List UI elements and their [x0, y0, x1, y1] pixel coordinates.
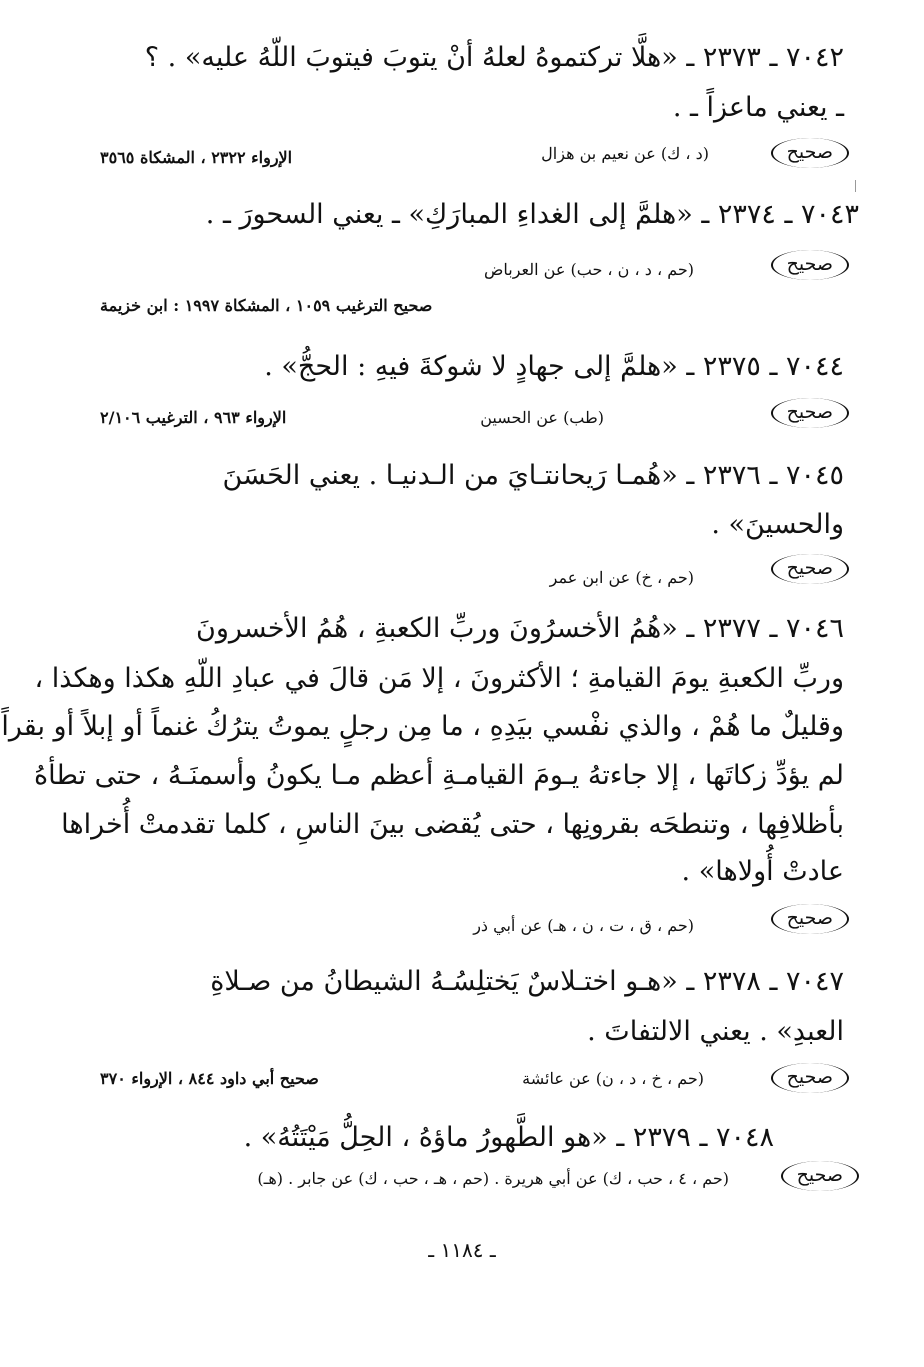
hadith-7045-line-1: ٧٠٤٥ ـ ٢٣٧٦ ـ «هُمـا رَيحانتـايَ من الـدنيـا . يعني الحَسَنَ: [222, 460, 844, 491]
hadith-7046-line-1: ٧٠٤٦ ـ ٢٣٧٧ ـ «هُمُ الأخسرُونَ وربِّ الكعبةِ ، هُمُ الأخسرونَ: [196, 613, 844, 644]
hadith-7042-line-1: ٧٠٤٢ ـ ٢٣٧٣ ـ «هلَّا تركتموهُ لعلهُ أنْ يتوبَ فيتوبَ اللّهُ عليه» . ؟: [144, 42, 844, 73]
grade-badge-7042: صحيح: [771, 138, 849, 168]
source-7045: (حم ، خ) عن ابن عمر: [549, 568, 694, 587]
grade-badge-7045: صحيح: [771, 554, 849, 584]
refs-7047: صحيح أبي داود ٨٤٤ ، الإرواء ٣٧٠: [100, 1069, 319, 1088]
hadith-7043-line-1: ٧٠٤٣ ـ ٢٣٧٤ ـ «هلمَّ إلى الغداءِ المبارَكِ» ـ يعني السحورَ ـ .: [205, 199, 859, 230]
hadith-7046-line-4: لم يؤدِّ زكاتَها ، إلا جاءتهُ يـومَ القيامـةِ أعظم مـا يكونُ وأسمنَـهُ ، حتى تطأهُ: [34, 760, 844, 791]
grade-badge-7043: صحيح: [771, 250, 849, 280]
source-7046: (حم ، ق ، ت ، ن ، هـ) عن أبي ذر: [473, 916, 694, 935]
grade-badge-7048: صحيح: [781, 1161, 859, 1191]
source-7047: (حم ، خ ، د ، ن) عن عائشة: [522, 1069, 704, 1088]
grade-badge-7044: صحيح: [771, 398, 849, 428]
hadith-7047-line-1: ٧٠٤٧ ـ ٢٣٧٨ ـ «هـو اختـلاسٌ يَختلِسُـهُ الشيطانُ من صـلاةِ: [210, 966, 844, 997]
margin-mark: [855, 180, 856, 192]
source-7043: (حم ، د ، ن ، حب) عن العرباض: [484, 260, 694, 279]
hadith-7045-line-2: والحسينَ» .: [711, 509, 844, 540]
source-7048: (حم ، ٤ ، حب ، ك) عن أبي هريرة . (حم ، هـ ، حب ، ك) عن جابر . (هـ): [257, 1169, 729, 1188]
hadith-7046-line-2: وربِّ الكعبةِ يومَ القيامةِ ؛ الأكثرونَ ، إلا مَن قالَ في عبادِ اللّهِ هكذا وهكذا ،: [34, 663, 844, 694]
source-7044: (طب) عن الحسين: [480, 408, 604, 427]
refs-7042: الإرواء ٢٣٢٢ ، المشكاة ٣٥٦٥: [100, 148, 293, 167]
refs-7044: الإرواء ٩٦٣ ، الترغيب ٢/١٠٦: [100, 408, 287, 427]
page-number: ـ ١١٨٤ ـ: [428, 1238, 496, 1262]
hadith-7044-line-1: ٧٠٤٤ ـ ٢٣٧٥ ـ «هلمَّ إلى جهادٍ لا شوكةَ فيهِ : الحجُّ» .: [264, 351, 844, 382]
grade-badge-7047: صحيح: [771, 1063, 849, 1093]
hadith-7048-line-1: ٧٠٤٨ ـ ٢٣٧٩ ـ «هو الطَّهورُ ماؤهُ ، الحِلُّ مَيْتَتُهُ» .: [243, 1122, 774, 1153]
hadith-7046-line-6: عادتْ أُولاها» .: [681, 856, 844, 887]
grade-badge-7046: صحيح: [771, 904, 849, 934]
hadith-7047-line-2: العبدِ» . يعني الالتفاتَ .: [587, 1016, 844, 1047]
hadith-7042-line-2: ـ يعني ماعزاً ـ .: [672, 92, 844, 123]
hadith-7046-line-3: وقليلٌ ما هُمْ ، والذي نفْسي بيَدِهِ ، ما مِن رجلٍ يموتُ يترُكُ غنماً أو إبلاً أو بقراً: [1, 711, 844, 742]
hadith-7046-line-5: بأظلافِها ، وتنطحَه بقرونِها ، حتى يُقضى بينَ الناسِ ، كلما تقدمتْ أُخراها: [61, 809, 844, 840]
source-7042: (د ، ك) عن نعيم بن هزال: [541, 144, 709, 163]
refs-7043: صحيح الترغيب ١٠٥٩ ، المشكاة ١٩٩٧ : ابن خزيمة: [100, 296, 433, 315]
